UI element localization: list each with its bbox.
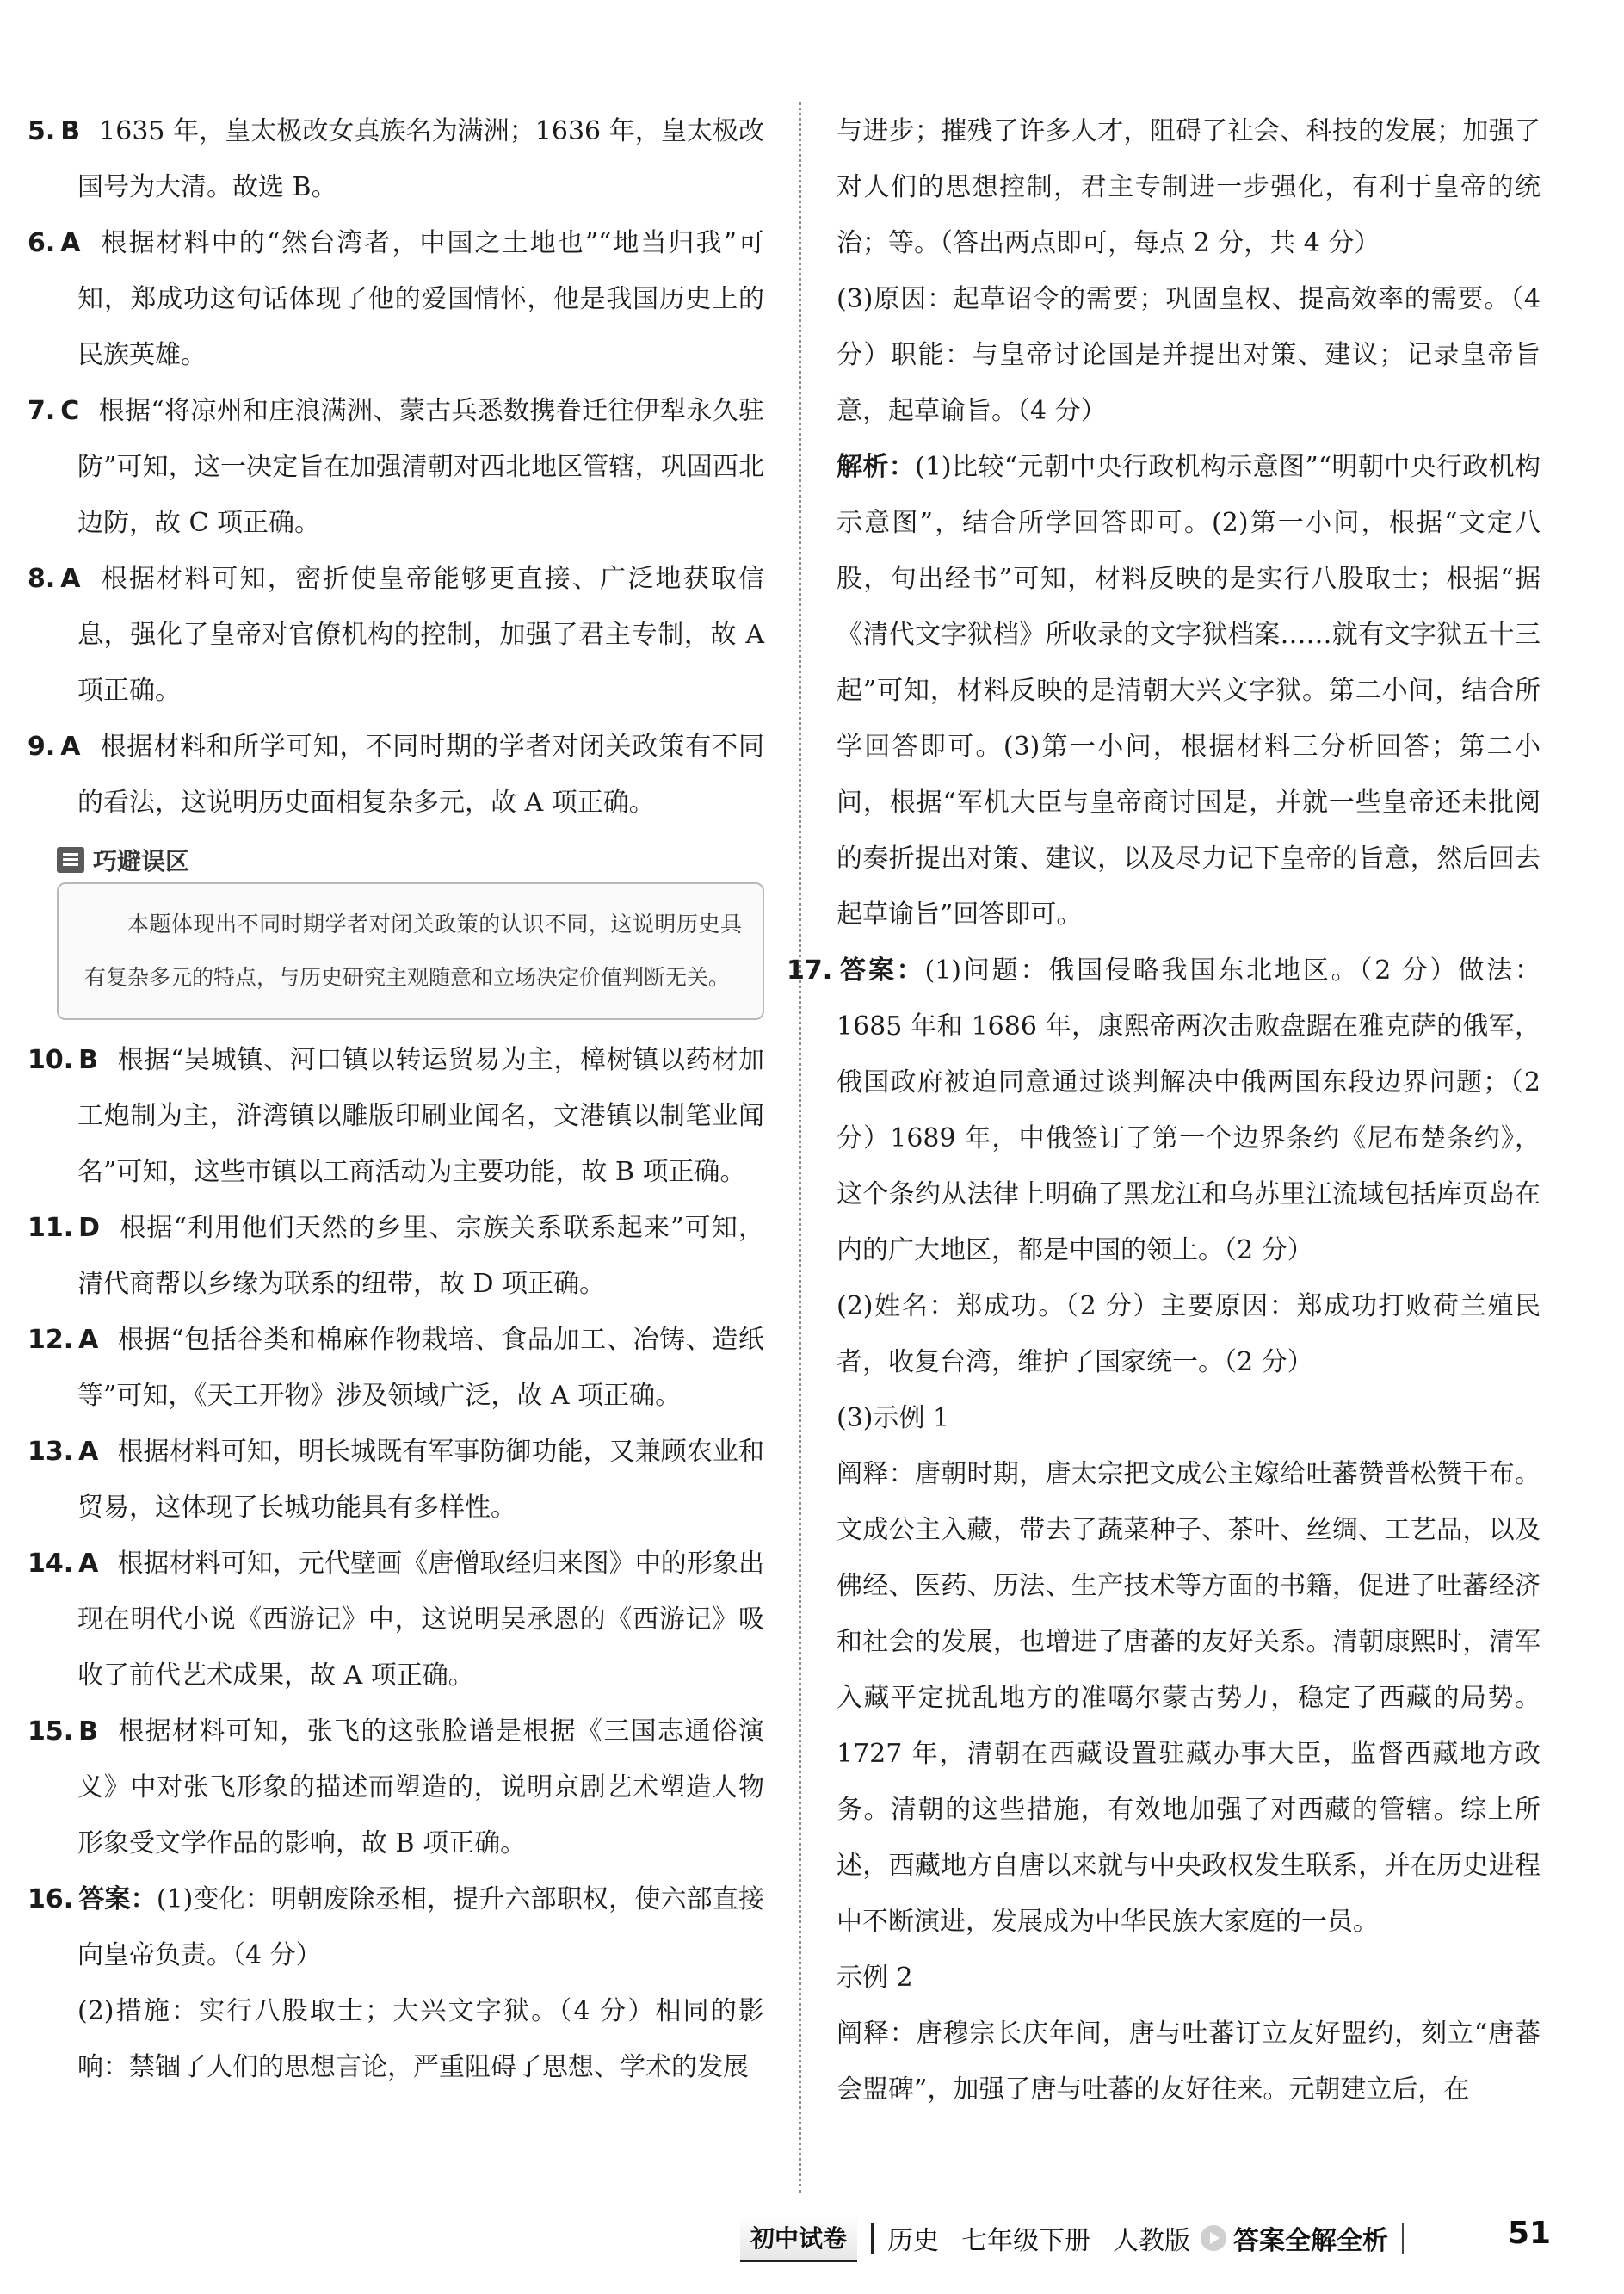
footer-brand: 初中试卷 [740, 2215, 857, 2262]
analysis-paragraph [837, 439, 1541, 943]
item-text: (1)问题：俄国侵略我国东北地区。（2 分）做法：1685 年和 1686 年，康熙帝两次击败盘踞在雅克萨的俄军，俄国政府被迫同意通过谈判解决中俄两国东段边界问题；（2 分）1689 年，中俄签订了第一个边界条约《尼布楚条约》，这个条约从法律上明确了黑龙江和乌苏里江流域包括库页岛在内的广大地区，都是中国的领土。（2 分） [837, 955, 1541, 1265]
footer-subject: 历史 [887, 2226, 940, 2256]
item-text: 根据“吴城镇、河口镇以转运贸易为主，樟树镇以药材加工炮制为主，浒湾镇以雕版印刷业闻名，文港镇以制笔业闻名”可知，这些市镇以工商活动为主要功能，故 B 项正确。 [77, 1045, 764, 1187]
answer-item-6 [28, 215, 764, 383]
item-number: 14. [28, 1549, 74, 1579]
item-answer: A [60, 732, 81, 762]
answer-item-13 [28, 1424, 764, 1536]
play-arrow-icon [1201, 2225, 1226, 2251]
answer-item-11 [28, 1200, 764, 1312]
answer-item-9 [28, 719, 764, 831]
answer-item-17-example2: 阐释：唐穆宗长庆年间，唐与吐蕃订立友好盟约，刻立“唐蕃会盟碑”，加强了唐与吐蕃的友好往来。元朝建立后，在 [837, 2019, 1541, 2105]
item-number: 10. [28, 1045, 74, 1075]
item-text: 1635 年，皇太极改女真族名为满洲；1636 年，皇太极改国号为大清。故选 B。 [77, 116, 764, 202]
answer-item-12 [28, 1312, 764, 1424]
answer-item-8 [28, 551, 764, 719]
answer-item-10 [28, 1032, 764, 1200]
tip-box: 本题体现出不同时期学者对闭关政策的认识不同，这说明历史具有复杂多元的特点，与历史研究主观随意和立场决定价值判断无关。 [57, 882, 764, 1020]
right-column [787, 103, 1541, 2118]
notebook-icon [57, 847, 84, 873]
answer-item-15 [28, 1703, 764, 1871]
item-answer: D [78, 1213, 101, 1243]
item-text: (1)变化：明朝废除丞相，提升六部职权，使六部直接向皇帝负责。（4 分） [77, 1884, 764, 1970]
answer-item-16-part2: (2)措施：实行八股取士；大兴文字狱。（4 分）相同的影响：禁锢了人们的思想言论，严重阻碍了思想、学术的发展 [77, 1996, 764, 2082]
item-answer: C [60, 396, 80, 426]
item-number: 15. [28, 1716, 74, 1747]
item-answer: B [78, 1045, 99, 1075]
footer-tail: 答案全解全析 [1233, 2226, 1389, 2256]
footer-edition: 人教版 [1113, 2226, 1191, 2256]
item-text: 根据材料可知，密折使皇帝能够更直接、广泛地获取信息，强化了皇帝对官僚机构的控制，加强了君主专制，故 A 项正确。 [77, 564, 764, 706]
item-number: 5. [28, 116, 56, 146]
analysis-text: (1)比较“元朝中央行政机构示意图”“明朝中央行政机构示意图”，结合所学回答即可。(2)第一小问，根据“文定八股，句出经书”可知，材料反映的是实行八股取士；根据“据《清代文字狱档》所收录的文字狱档案……就有文字狱五十三起”可知，材料反映的是清朝大兴文字狱。第二小问，结合所学回答即可。(3)第一小问，根据材料三分析回答；第二小问，根据“军机大臣与皇帝商讨国是，并就一些皇帝还未批阅的奏折提出对策、建议，以及尽力记下皇帝的旨意，然后回去起草谕旨”回答即可。 [837, 452, 1541, 930]
answer-item-7 [28, 383, 764, 551]
item-number: 12. [28, 1325, 74, 1355]
item-answer: B [78, 1716, 99, 1747]
item-answer-label: 答案： [837, 955, 925, 986]
answer-item-17-part3-label: (3)示例 1 [837, 1403, 950, 1433]
answer-item-17 [787, 943, 1541, 1278]
item-number: 17. [787, 955, 833, 986]
item-number: 13. [28, 1437, 74, 1467]
item-text: 根据材料可知，张飞的这张脸谱是根据《三国志通俗演义》中对张飞形象的描述而塑造的，说明京剧艺术塑造人物形象受文学作品的影响，故 B 项正确。 [77, 1716, 764, 1858]
answer-item-17-part2: (2)姓名：郑成功。（2 分）主要原因：郑成功打败荷兰殖民者，收复台湾，维护了国家统一。（2 分） [837, 1291, 1541, 1377]
footer-divider [1402, 2223, 1404, 2254]
item-answer: A [78, 1549, 99, 1579]
item-answer: B [60, 116, 81, 146]
analysis-label: 解析： [837, 452, 916, 482]
answer-item-14 [28, 1536, 764, 1703]
item-number: 11. [28, 1213, 74, 1243]
item-text: 根据材料中的“然台湾者，中国之土地也”“地当归我”可知，郑成功这句话体现了他的爱国情怀，他是我国历史上的民族英雄。 [77, 228, 764, 370]
item-text: 根据“包括谷类和棉麻作物栽培、食品加工、冶铸、造纸等”可知，《天工开物》涉及领域广泛，故 A 项正确。 [77, 1325, 764, 1411]
tip-title: 巧避误区 [93, 847, 190, 875]
answer-item-16-part3: (3)原因：起草诏令的需要；巩固皇权、提高效率的需要。（4 分）职能：与皇帝讨论国是并提出对策、建议；记录皇帝旨意，起草谕旨。（4 分） [837, 284, 1541, 426]
tip-header [57, 839, 764, 881]
item-number: 6. [28, 228, 56, 258]
answer-item-17-example1: 阐释：唐朝时期，唐太宗把文成公主嫁给吐蕃赞普松赞干布。文成公主入藏，带去了蔬菜种子、茶叶、丝绸、工艺品，以及佛经、医药、历法、生产技术等方面的书籍，促进了吐蕃经济和社会的发展，也增进了唐蕃的友好关系。清朝康熙时，清军入藏平定扰乱地方的准噶尔蒙古势力，稳定了西藏的局势。1727 年，清朝在西藏设置驻藏办事大臣，监督西藏地方政务。清朝的这些措施，有效地加强了对西藏的管辖。综上所述，西藏地方自唐以来就与中央政权发生联系，并在历史进程中不断演进，发展成为中华民族大家庭的一员。 [837, 1459, 1541, 1937]
item-number: 9. [28, 732, 56, 762]
item-answer-label: 答案： [78, 1884, 157, 1914]
left-column [28, 103, 764, 2095]
item-number: 16. [28, 1884, 74, 1914]
footer-grade: 七年级下册 [961, 2226, 1091, 2256]
answer-item-16-continued: 与进步；摧残了许多人才，阻碍了社会、科技的发展；加强了对人们的思想控制，君主专制进一步强化，有利于皇帝的统治；等。（答出两点即可，每点 2 分，共 4 分） [837, 116, 1541, 258]
item-answer: A [78, 1437, 99, 1467]
item-answer: A [60, 228, 81, 258]
page-footer [740, 2214, 1404, 2262]
item-number: 7. [28, 396, 56, 426]
answer-item-5 [28, 103, 764, 215]
item-answer: A [78, 1325, 99, 1355]
item-text: 根据材料可知，明长城既有军事防御功能，又兼顾农业和贸易，这体现了长城功能具有多样性。 [77, 1437, 764, 1523]
item-text: 根据“利用他们天然的乡里、宗族关系联系起来”可知，清代商帮以乡缘为联系的纽带，故 D 项正确。 [77, 1213, 764, 1299]
footer-separator [871, 2223, 874, 2254]
page-number: 51 [1508, 2216, 1552, 2251]
item-text: 根据材料和所学可知，不同时期的学者对闭关政策有不同的看法，这说明历史面相复杂多元，故 A 项正确。 [77, 732, 764, 818]
item-text: 根据材料可知，元代壁画《唐僧取经归来图》中的形象出现在明代小说《西游记》中，这说明吴承恩的《西游记》吸收了前代艺术成果，故 A 项正确。 [77, 1549, 764, 1691]
answer-item-16 [28, 1871, 764, 1983]
answer-item-17-example2-label: 示例 2 [837, 1963, 913, 1993]
item-text: 根据“将凉州和庄浪满洲、蒙古兵悉数携眷迁往伊犁永久驻防”可知，这一决定旨在加强清朝对西北地区管辖，巩固西北边防，故 C 项正确。 [77, 396, 764, 538]
item-number: 8. [28, 564, 56, 594]
item-answer: A [60, 564, 81, 594]
